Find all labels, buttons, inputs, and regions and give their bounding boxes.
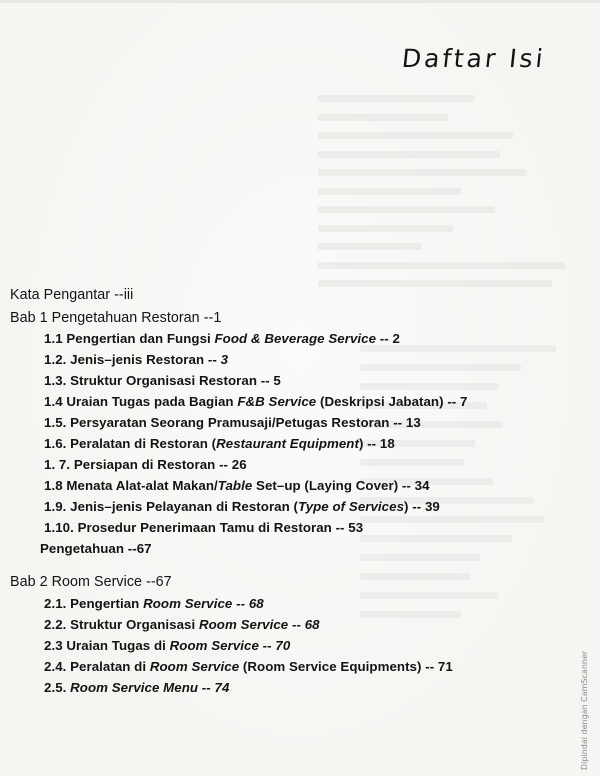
scanner-watermark-text: Dipindai dengan CamScanner: [580, 650, 589, 770]
toc-entry-italic-text: Room Service -- 68: [143, 596, 264, 611]
toc-entry-text: 2.1. Pengertian: [44, 596, 144, 611]
toc-entry-text: 1.10. Prosedur Penerimaan Tamu di Restoran -- 53: [44, 520, 364, 535]
toc-entry: [44, 596, 264, 611]
toc-entry: [44, 415, 421, 430]
toc-entry-italic-text: Room Service: [149, 659, 240, 674]
toc-entry: [44, 331, 400, 346]
toc-entry: [44, 352, 228, 367]
toc-entry: [44, 394, 467, 409]
toc-entry-text: (Deskripsi Jabatan) -- 7: [316, 394, 468, 409]
toc-entry: [44, 680, 229, 695]
toc-entry-text: Bab 1 Pengetahuan Restoran --1: [10, 310, 222, 326]
toc-entry: [40, 541, 152, 556]
toc-entry: [44, 436, 395, 451]
toc-entry-text: 1.2. Jenis–jenis Restoran: [44, 352, 208, 367]
toc-entry-italic-text: Food & Beverage Service: [214, 331, 377, 346]
toc-entry: [44, 520, 363, 535]
toc-entry-text: 2.3 Uraian Tugas di: [44, 638, 170, 653]
toc-entry: [10, 310, 221, 326]
toc-entry-text: 2.2. Struktur Organisasi: [44, 617, 199, 632]
scan-edge: [0, 0, 600, 3]
toc-entry-text: 1.4 Uraian Tugas pada Bagian: [44, 394, 238, 409]
toc-entry: [44, 638, 290, 653]
toc-entry-text: Pengetahuan --67: [40, 541, 152, 556]
toc-entry-text: -- 2: [376, 331, 400, 346]
toc-entry: [10, 574, 172, 590]
toc-entry-italic-text: Room Service -- 70: [169, 638, 291, 653]
toc-entry-italic-text: -- 3: [207, 352, 229, 367]
toc-entry-italic-text: F&B Service: [237, 394, 317, 409]
toc-entry-text: 1.1 Pengertian dan Fungsi: [44, 331, 215, 346]
toc-entry-text: ) -- 18: [358, 436, 395, 451]
toc-entry-italic-text: Restaurant Equipment: [216, 436, 359, 451]
toc-entry: [44, 457, 247, 472]
scanner-watermark: [580, 620, 594, 770]
toc-entry-italic-text: Table: [217, 478, 253, 493]
toc-entry-text: ) -- 39: [404, 499, 440, 514]
toc-entry: [44, 499, 440, 514]
toc-entry-text: 2.5.: [44, 680, 71, 695]
toc-entry: [44, 373, 281, 388]
toc-entry: [10, 287, 133, 303]
toc-entry-text: 1.3. Struktur Organisasi Restoran -- 5: [44, 373, 281, 388]
toc-entry-italic-text: Type of Services: [298, 499, 405, 514]
bleed-through-text: [318, 95, 578, 299]
page-title: Daftar Isi: [400, 44, 548, 73]
toc-entry-text: Set–up (Laying Cover) -- 34: [252, 478, 430, 493]
toc-entry-text: 1.5. Persyaratan Seorang Pramusaji/Petugas Restoran -- 13: [44, 415, 421, 430]
toc-entry-text: 1. 7. Persiapan di Restoran -- 26: [44, 457, 247, 472]
toc-entry: [44, 659, 453, 674]
toc-entry: [44, 617, 320, 632]
toc-entry: [44, 478, 430, 493]
toc-entry-italic-text: Room Service -- 68: [198, 617, 320, 632]
toc-entry-text: Kata Pengantar --iii: [10, 287, 134, 303]
toc-entry-text: (Room Service Equipments) -- 71: [239, 659, 453, 674]
toc-entry-text: Bab 2 Room Service --67: [10, 574, 172, 590]
toc-entry-text: 1.6. Peralatan di Restoran (: [44, 436, 217, 451]
toc-entry-italic-text: Room Service Menu -- 74: [70, 680, 230, 695]
toc-entry-text: 2.4. Peralatan di: [44, 659, 150, 674]
toc-entry-text: 1.8 Menata Alat-alat Makan/: [44, 478, 218, 493]
toc-entry-text: 1.9. Jenis–jenis Pelayanan di Restoran (: [44, 499, 299, 514]
